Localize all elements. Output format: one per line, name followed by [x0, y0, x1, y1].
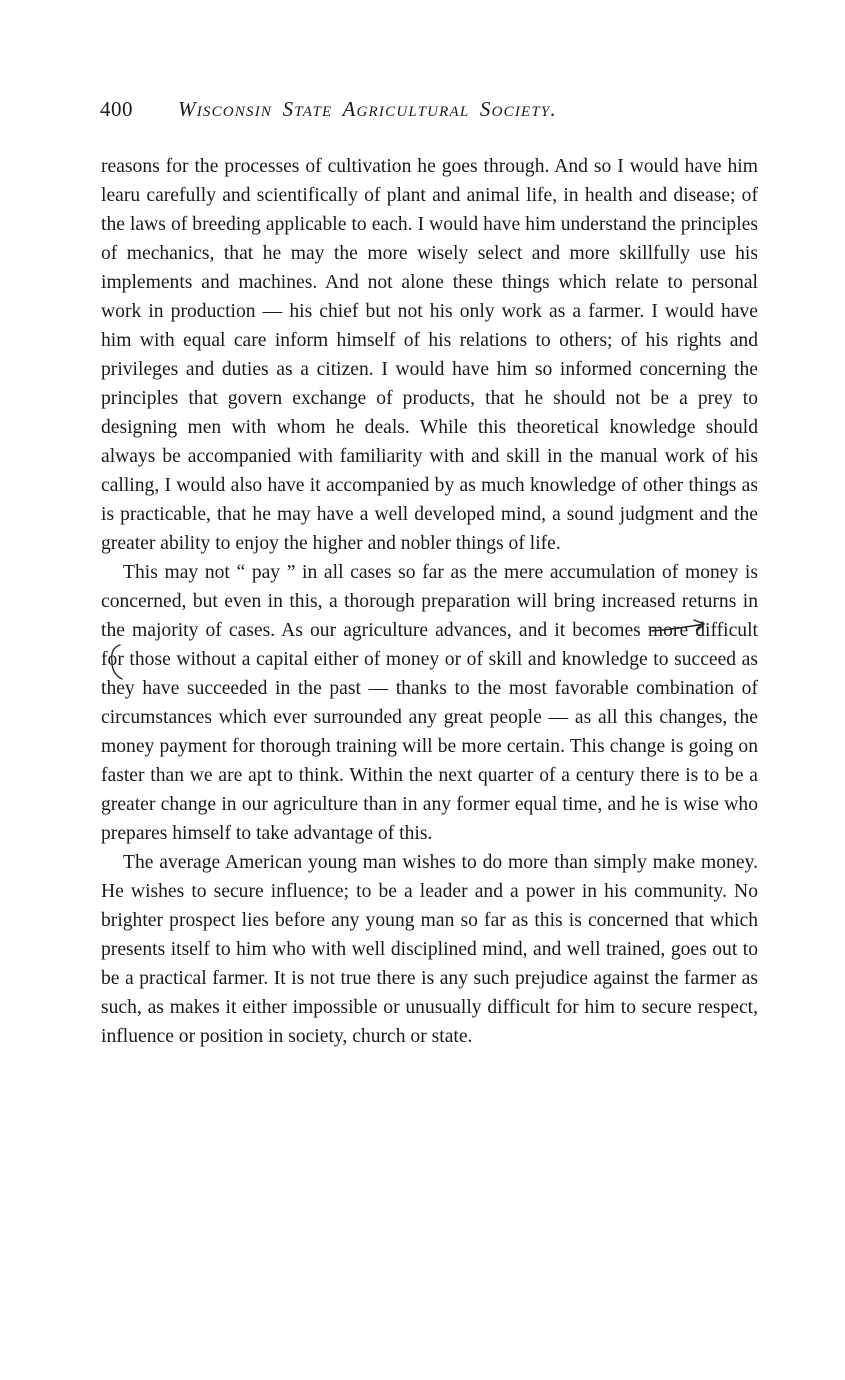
- body-text: [101, 152, 758, 1051]
- page-number: 400: [100, 97, 133, 121]
- handwritten-arrow-mark: [650, 617, 708, 637]
- running-head-title: Wisconsin State Agricultural Society.: [178, 97, 557, 121]
- paragraph-3: The average American young man wishes to do more than simply make money. He wishes to secure influence; to be a leader and a power in his community. No brighter prospect lies before any young man so far as this is concerned that which presents itself to him who with well disciplined mind, and well trained, goes out to be a practical farmer. It is not true there is any such prejudice against the farmer as such, as makes it either impossible or unusually difficult for him to secure respect, influence or position in society, church or state.: [101, 852, 758, 1047]
- running-head: [100, 94, 760, 124]
- handwritten-bracket-mark: [104, 642, 126, 682]
- paragraph-2: This may not “ pay ” in all cases so far as the mere accumulation of money is concerned, but even in this, a thorough preparation will bring increased returns in the majority of cases. As our agriculture advances, and it becomes more difficult for those without a capital either of money or of skill and knowledge to succeed as they have succeeded in the past — thanks to the most favorable combination of circumstances which ever surrounded any great people — as all this changes, the money payment for thorough training will be more certain. This change is going on faster than we are apt to think. Within the next quarter of a century there is to be a greater change in our agriculture than in any former equal time, and he is wise who prepares himself to take advantage of this.: [101, 562, 758, 844]
- paragraph-1: reasons for the processes of cultivation he goes through. And so I would have him learu carefully and scientifically of plant and animal life, in health and disease; of the laws of breeding applicable to each. I would have him understand the principles of mechanics, that he may the more wisely select and more skillfully use his implements and machines. And not alone these things which relate to personal work in production — his chief but not his only work as a farmer. I would have him with equal care inform himself of his relations to others; of his rights and privileges and duties as a citizen. I would have him so informed concerning the principles that govern exchange of products, that he should not be a prey to designing men with whom he deals. While this theoretical knowledge should always be accompanied with familiarity with and skill in the manual work of his calling, I would also have it accompanied by as much knowledge of other things as is practicable, that he may have a well developed mind, a sound judgment and the greater ability to enjoy the higher and nobler things of life.: [101, 156, 758, 554]
